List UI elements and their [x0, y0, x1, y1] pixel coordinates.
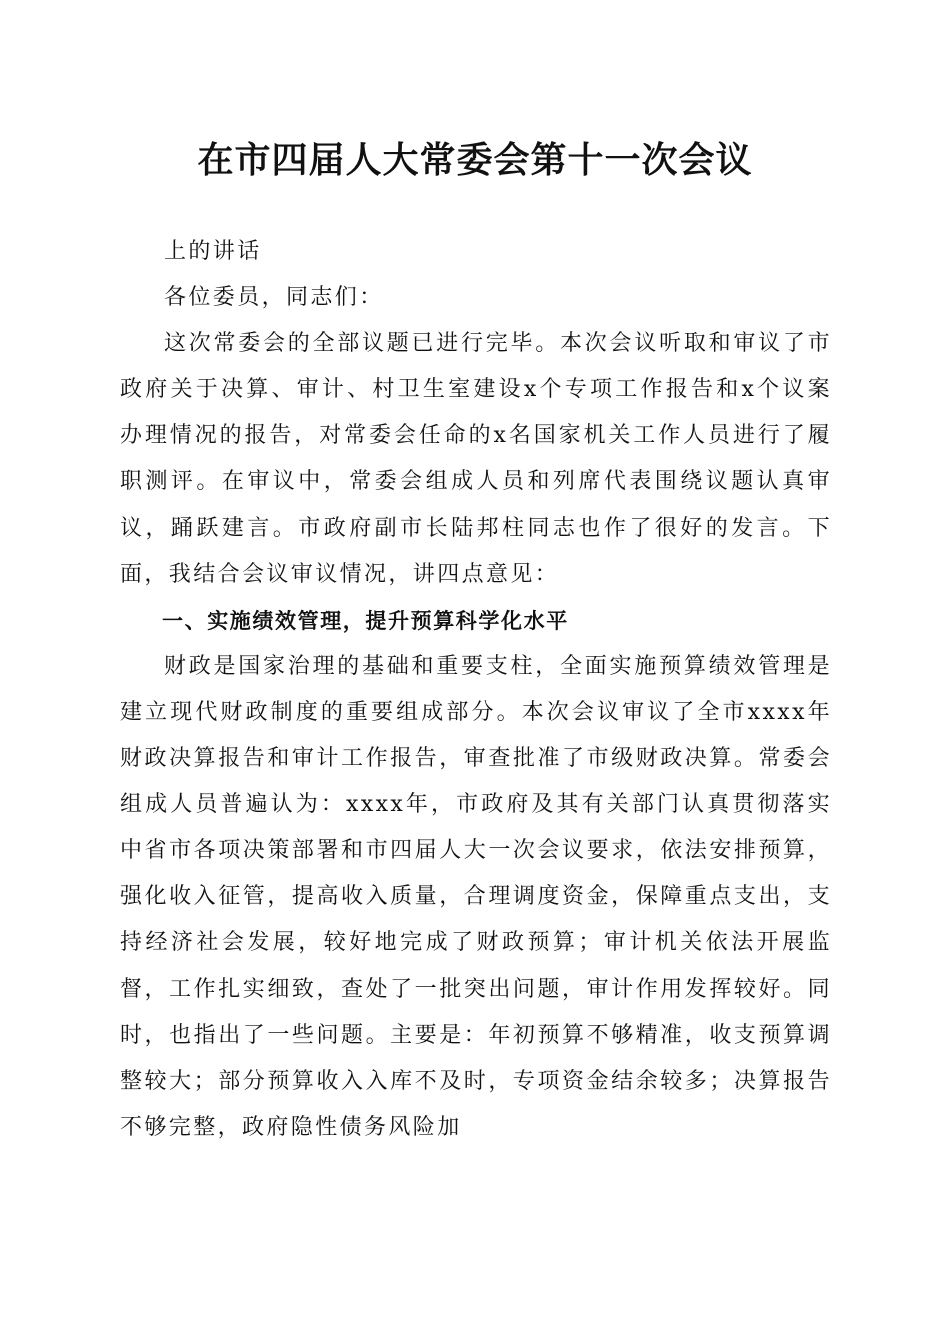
paragraph: 这次常委会的全部议题已进行完毕。本次会议听取和审议了市政府关于决算、审计、村卫生室建设x个专项工作报告和x个议案办理情况的报告，对常委会任命的x名国家机关工作人员进行了履职测评。在审议中，常委会组成人员和列席代表围绕议题认真审议，踊跃建言。市政府副市长陆邦柱同志也作了很好的发言。下面，我结合会议审议情况，讲四点意见： — [120, 331, 832, 587]
subtitle-line: 上的讲话 — [164, 239, 262, 264]
section-heading: 一、实施绩效管理，提升预算科学化水平 — [162, 608, 569, 633]
salutation: 各位委员，同志们： — [164, 285, 384, 311]
document-title: 在市四届人大常委会第十一次会议 — [197, 139, 753, 181]
paragraph: 财政是国家治理的基础和重要支柱，全面实施预算绩效管理是建立现代财政制度的重要组成部分。本次会议审议了全市xxxx年财政决算报告和审计工作报告，审查批准了市级财政决算。常委会组成人员普遍认为：xxxx年，市政府及其有关部门认真贯彻落实中省市各项决策部署和市四届人大一次会议要求，依法安排预算，强化收入征管，提高收入质量，合理调度资金，保障重点支出，支持经济社会发展，较好地完成了财政预算；审计机关依法开展监督，工作扎实细致，查处了一批突出问题，审计作用发挥较好。同时，也指出了一些问题。主要是：年初预算不够精准，收支预算调整较大；部分预算收入入库不及时，专项资金结余较多；决算报告不够完整，政府隐性债务风险加 — [120, 653, 832, 1140]
document-body — [120, 229, 832, 1151]
